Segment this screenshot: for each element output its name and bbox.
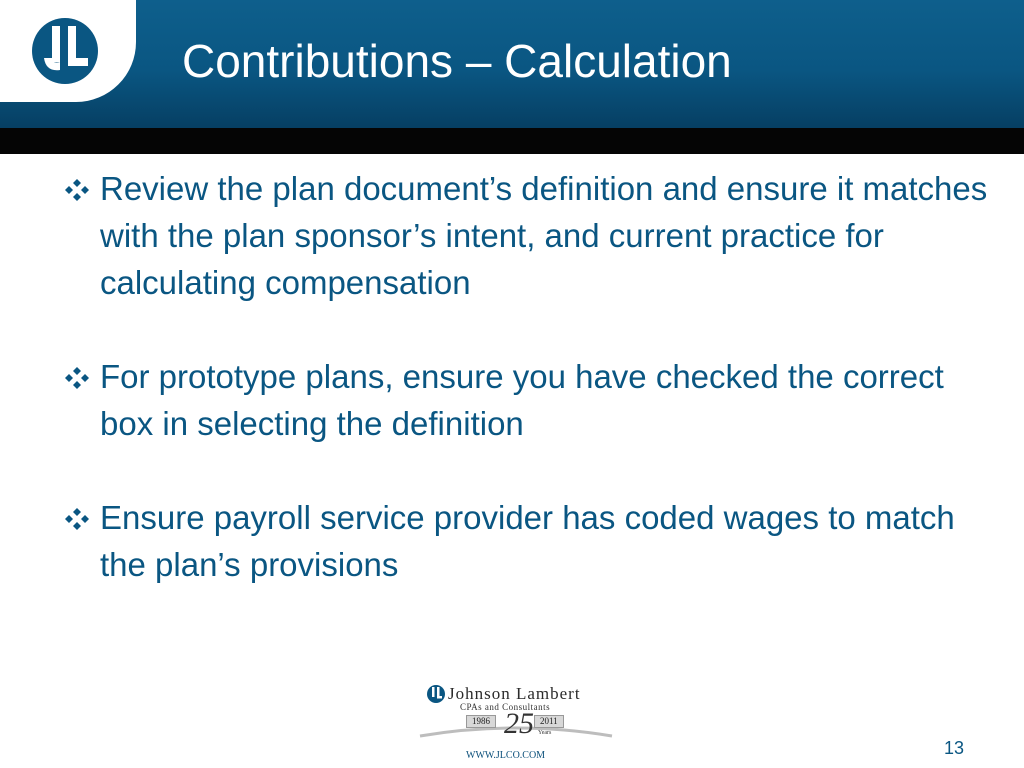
title-bar-stripe (0, 128, 1024, 154)
diamond-bullet-icon (62, 507, 92, 531)
footer-url[interactable]: WWW.JLCO.COM (466, 750, 546, 761)
bullet-item (62, 165, 992, 306)
bullet-text: Review the plan document’s definition and ensure it matches with the plan sponsor’s intent, and current practice for calculating compensation (100, 170, 988, 301)
jl-small-monogram-icon (426, 684, 446, 704)
slide-title: Contributions – Calculation (182, 35, 732, 87)
jl-monogram-icon (30, 16, 100, 86)
footer-year-end: 2011 (534, 715, 564, 728)
page-number: 13 (944, 738, 965, 758)
footer-logo (418, 678, 614, 768)
bullet-item (62, 353, 992, 447)
diamond-bullet-icon (62, 366, 92, 390)
bullet-text: For prototype plans, ensure you have checked the correct box in selecting the definition (100, 358, 944, 442)
footer-anniversary-label: Years (538, 730, 552, 736)
logo-badge (0, 0, 136, 102)
footer-anniversary: 25 (504, 707, 534, 740)
diamond-bullet-icon (62, 178, 92, 202)
footer-year-start: 1986 (466, 715, 496, 728)
bullet-text: Ensure payroll service provider has coded wages to match the plan’s provisions (100, 499, 955, 583)
bullet-list (62, 165, 992, 588)
footer-brand: Johnson Lambert (448, 684, 581, 703)
footer-subtitle: CPAs and Consultants (460, 702, 551, 712)
bullet-item (62, 494, 992, 588)
